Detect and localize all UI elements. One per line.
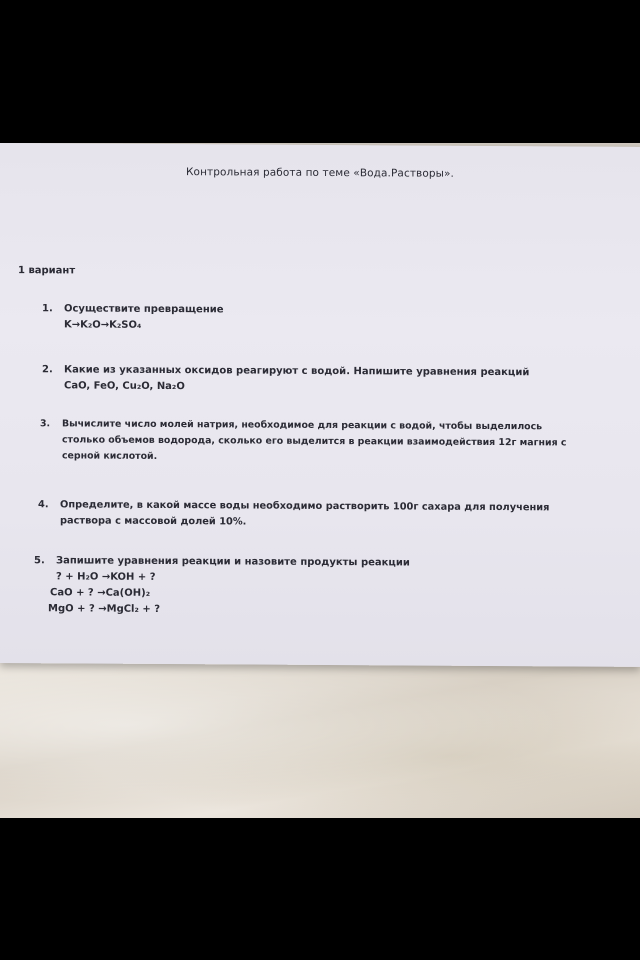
variant-label: 1 вариант [18,265,76,277]
task-text: Осуществите превращение [64,303,224,316]
task-number: 3. [40,418,51,430]
task-number: 4. [38,499,49,511]
task-formula: CaO + ? →Ca(OH)₂ [50,587,151,599]
document-title: Контрольная работа по теме «Вода.Растворы». [186,166,454,180]
task-text: столько объемов водорода, сколько его выделится в реакции взаимодействия 12г магния с [62,434,567,449]
task-5 [34,553,410,619]
task-text: серной кислотой. [62,450,158,462]
task-text: Запишите уравнения реакции и назовите продукты реакции [56,555,410,569]
table-surface [0,663,640,818]
task-number: 1. [42,303,53,315]
task-2 [42,362,530,397]
task-text: Какие из указанных оксидов реагируют с водой. Напишите уравнения реакций [64,364,530,379]
task-formula: CaO, FeO, Cu₂O, Na₂O [64,380,185,393]
paper-sheet [0,143,640,667]
photo [0,143,640,818]
task-formula: ? + H₂O →KOH + ? [56,571,156,583]
task-number: 2. [42,364,53,376]
task-text: Вычислите число молей натрия, необходимое для реакции с водой, чтобы выделилось [62,418,543,433]
task-4 [38,497,550,532]
task-text: Определите, в какой массе воды необходимо растворить 100г сахара для получения [60,499,550,514]
task-formula: K→K₂O→K₂SO₄ [64,319,142,331]
task-number: 5. [34,555,45,567]
task-text: раствора с массовой долей 10%. [60,515,247,528]
task-1 [42,301,224,334]
task-3 [40,416,612,467]
task-formula: MgO + ? →MgCl₂ + ? [48,603,161,615]
